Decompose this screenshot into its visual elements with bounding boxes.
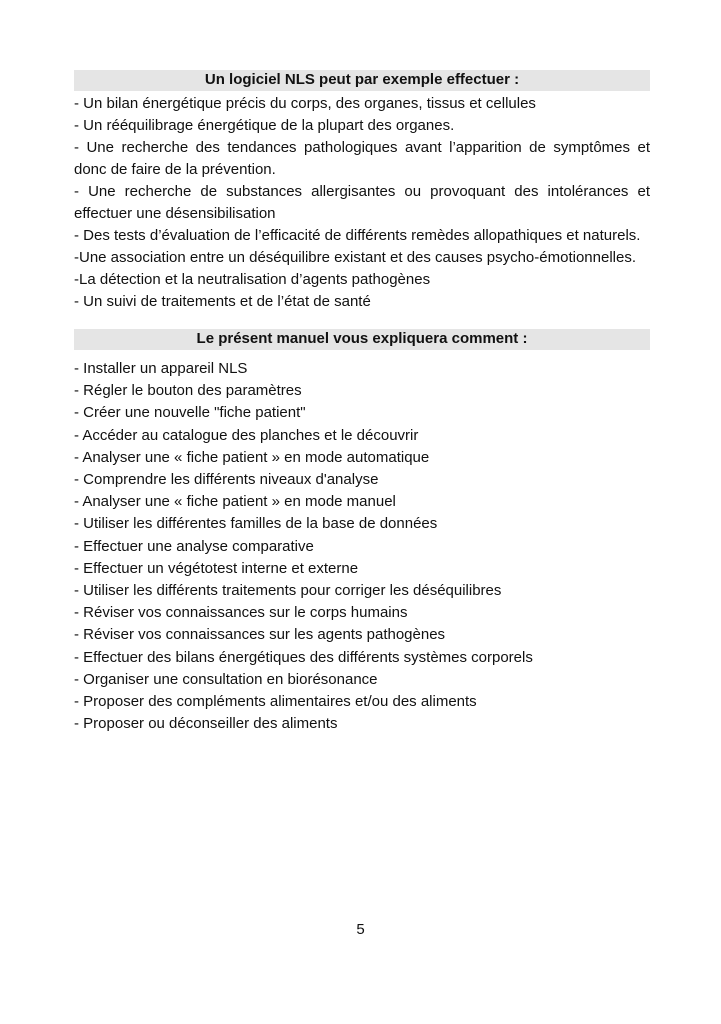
section-heading-capabilities: Un logiciel NLS peut par exemple effectuer : xyxy=(74,70,650,91)
list-item: - Réviser vos connaissances sur les agents pathogènes xyxy=(74,626,446,644)
list-item: - Utiliser les différents traitements pour corriger les déséquilibres xyxy=(74,582,502,600)
list-item: - Une recherche de substances allergisantes ou provoquant des intolérances et effectuer une désensibilisation xyxy=(74,183,650,222)
list-item: - Proposer ou déconseiller des aliments xyxy=(74,715,338,733)
list-item: - Installer un appareil NLS xyxy=(74,360,248,377)
capabilities-list xyxy=(74,93,650,313)
page-content xyxy=(74,70,650,735)
list-item: - Une recherche des tendances pathologiques avant l’apparition de symptômes et donc de faire de la prévention. xyxy=(74,139,650,178)
list-item: - Effectuer un végétotest interne et externe xyxy=(74,559,359,577)
section-heading-manual: Le présent manuel vous expliquera comment : xyxy=(74,329,650,350)
list-item: -La détection et la neutralisation d’agents pathogènes xyxy=(74,271,431,288)
list-item: - Analyser une « fiche patient » en mode manuel xyxy=(74,493,396,511)
list-item: - Créer une nouvelle "fiche patient" xyxy=(74,404,306,422)
list-item: - Effectuer une analyse comparative xyxy=(74,537,314,555)
list-item: - Accéder au catalogue des planches et le découvrir xyxy=(74,426,419,444)
list-item: - Un bilan énergétique précis du corps, des organes, tissus et cellules xyxy=(74,95,536,112)
list-item: - Comprendre les différents niveaux d'analyse xyxy=(74,471,379,489)
page-number: 5 xyxy=(356,921,365,938)
list-item: - Des tests d’évaluation de l’efficacité de différents remèdes allopathiques et naturels. xyxy=(74,227,641,244)
list-item: - Réviser vos connaissances sur le corps humains xyxy=(74,604,408,622)
list-item: - Un suivi de traitements et de l’état de santé xyxy=(74,293,371,310)
list-item: - Analyser une « fiche patient » en mode automatique xyxy=(74,448,430,466)
list-item: - Utiliser les différentes familles de la base de données xyxy=(74,515,438,533)
list-item: - Organiser une consultation en biorésonance xyxy=(74,670,378,688)
list-item: - Effectuer des bilans énergétiques des différents systèmes corporels xyxy=(74,648,533,666)
list-item: - Régler le bouton des paramètres xyxy=(74,382,302,400)
manual-topics-list xyxy=(74,358,650,735)
list-item: - Proposer des compléments alimentaires et/ou des aliments xyxy=(74,693,477,711)
list-item: -Une association entre un déséquilibre existant et des causes psycho-émotionnelles. xyxy=(74,249,636,266)
list-item: - Un rééquilibrage énergétique de la plupart des organes. xyxy=(74,117,455,134)
